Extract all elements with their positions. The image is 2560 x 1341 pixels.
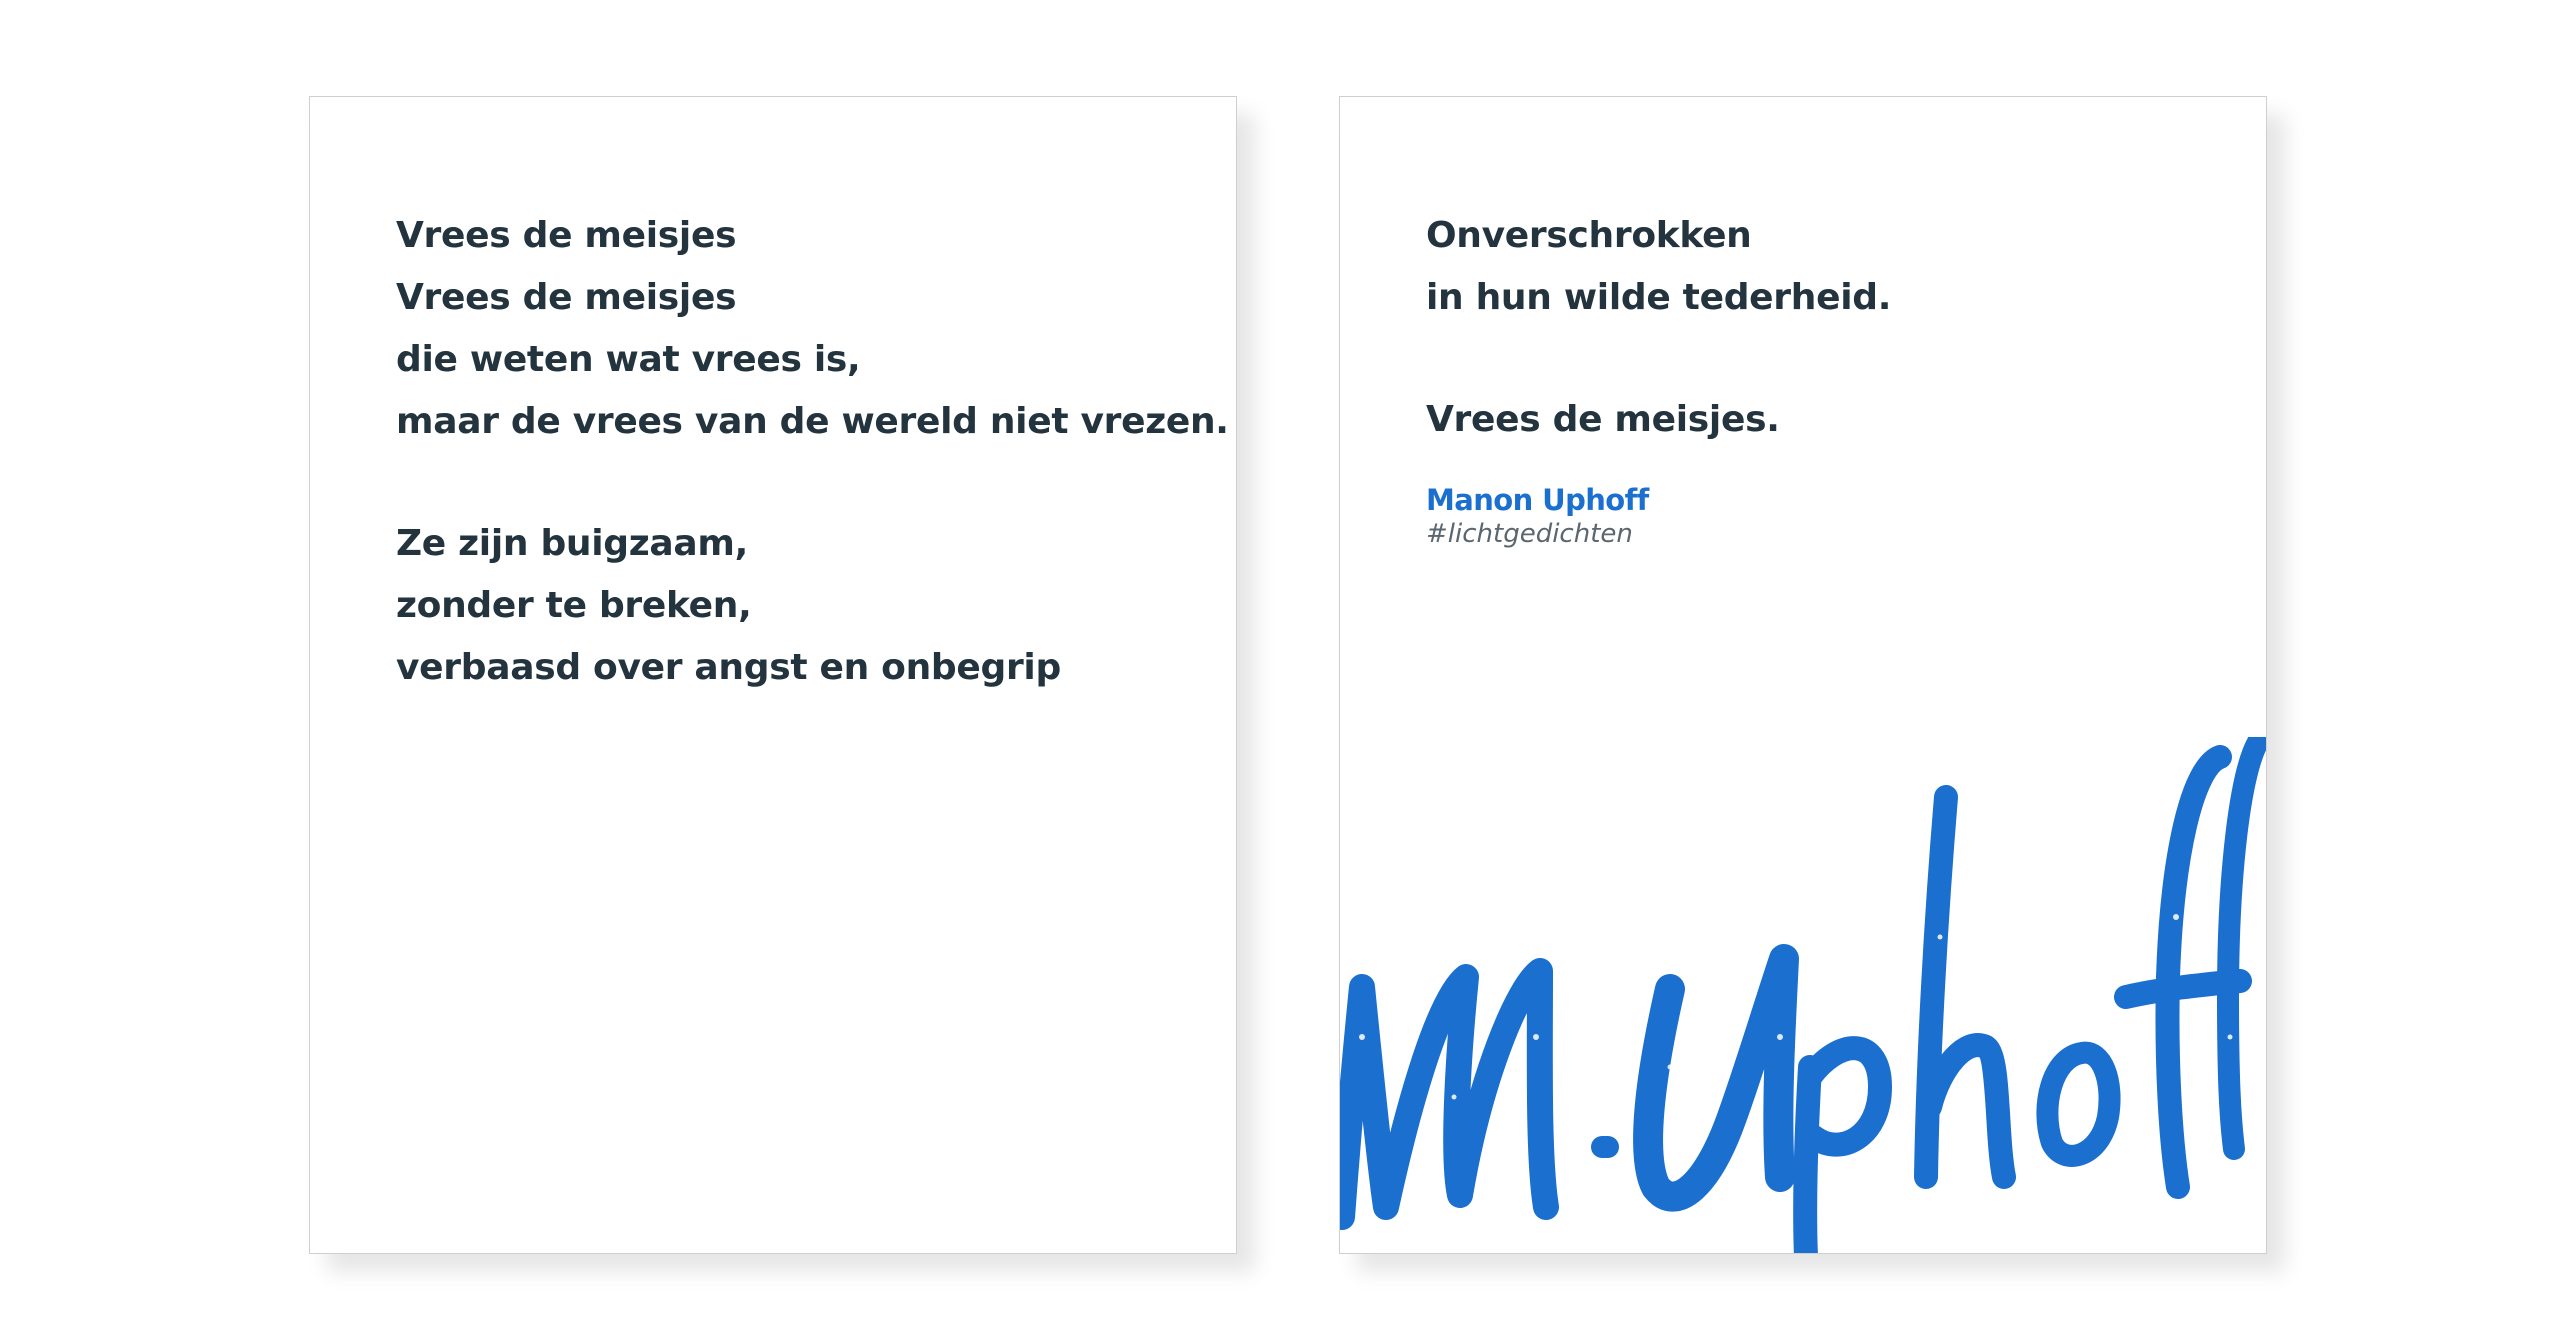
poem-line: die weten wat vrees is, (396, 339, 861, 380)
stanza (1426, 389, 2226, 451)
poem-line: Vrees de meisjes (396, 215, 737, 256)
poem-line: in hun wilde tederheid. (1426, 277, 1892, 318)
poem-line: zonder te breken, (396, 585, 752, 626)
author-block (1426, 482, 1649, 550)
hashtag: #lichtgedichten (1426, 519, 1633, 549)
stanza (396, 513, 1196, 699)
poem-text-right (1426, 205, 2226, 511)
stanza (1426, 205, 2226, 329)
poem-line: verbaasd over angst en onbegrip (396, 647, 1061, 688)
poem-line: Onverschrokken (1426, 215, 1752, 256)
stanza (396, 205, 1229, 453)
poem-line: Vrees de meisjes (396, 277, 737, 318)
poem-line: Ze zijn buigzaam, (396, 523, 748, 564)
signature-logo (1340, 737, 2267, 1254)
poem-card-right (1339, 96, 2267, 1254)
poem-line: Vrees de meisjes. (1426, 399, 1780, 440)
poem-text-left (396, 205, 1229, 759)
poem-line: maar de vrees van de wereld niet vrezen. (396, 401, 1229, 442)
author-name: Manon Uphoff (1426, 483, 1649, 517)
poem-card-left (309, 96, 1237, 1254)
